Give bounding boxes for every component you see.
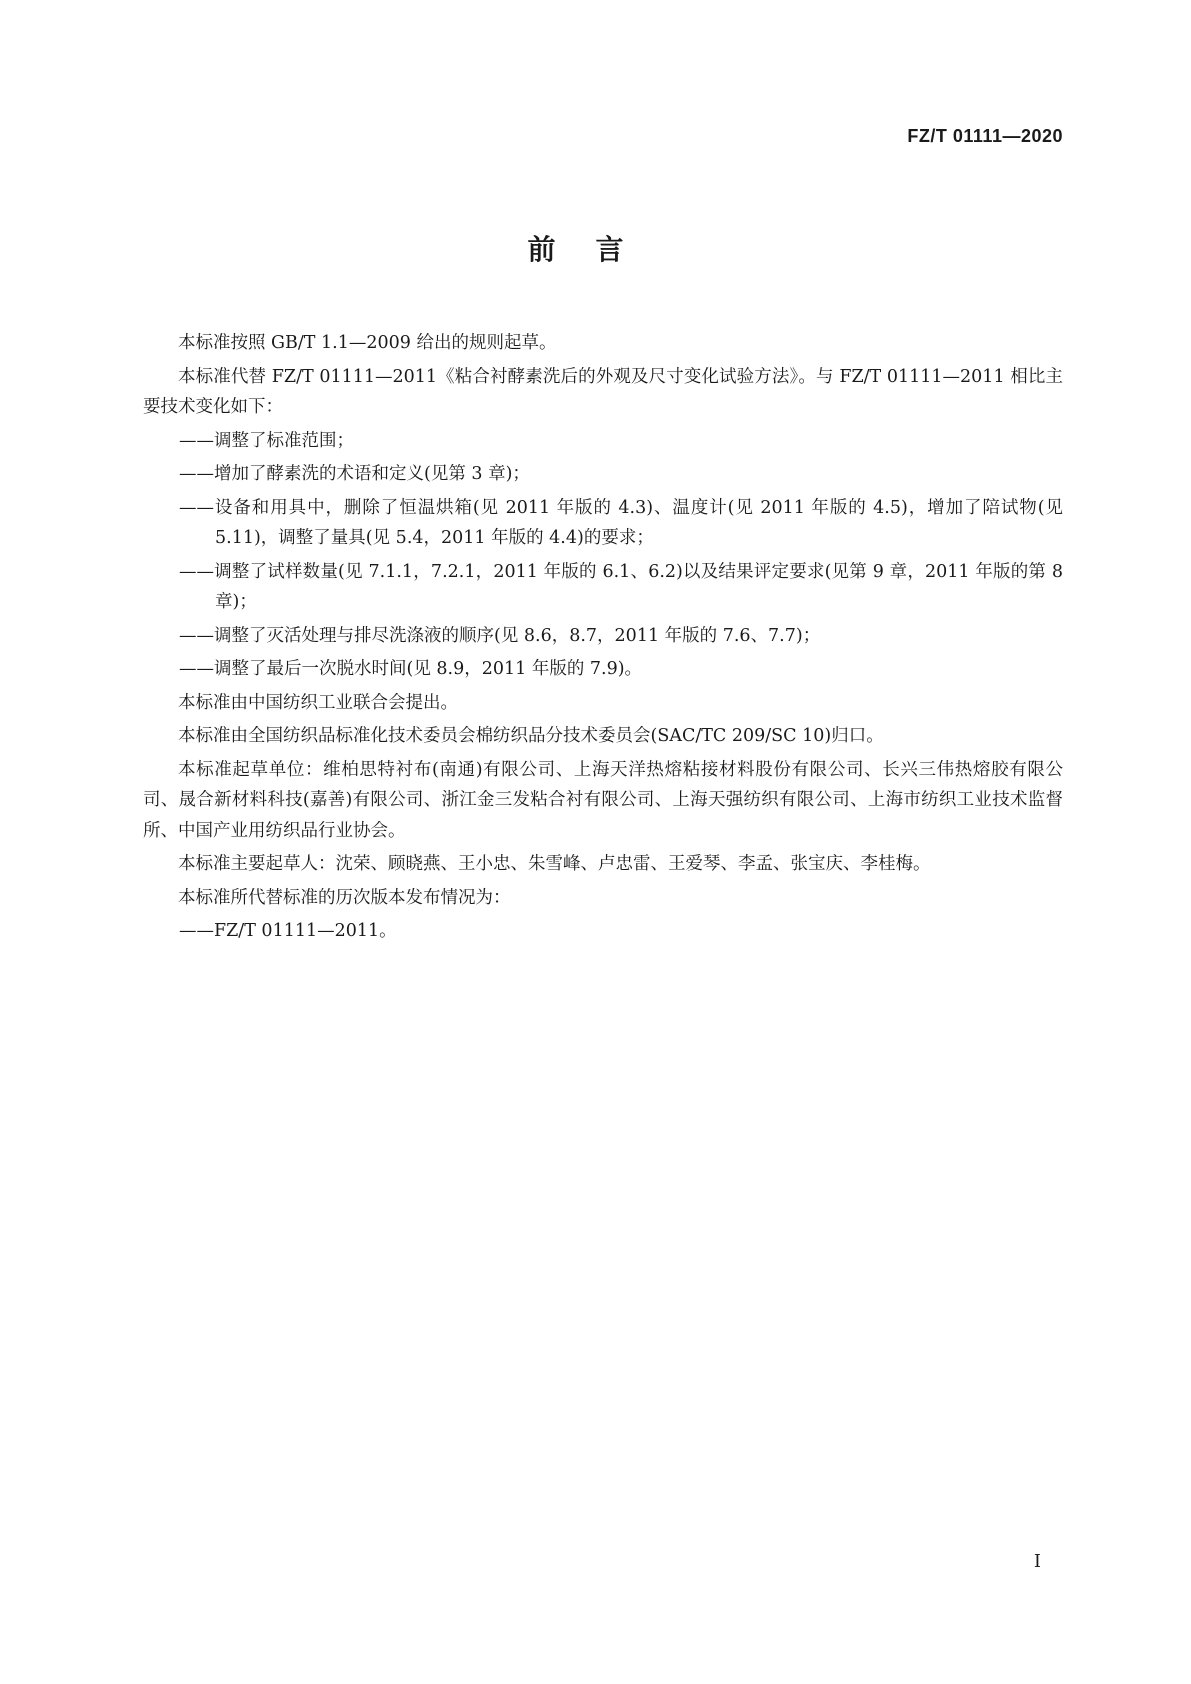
page-number: I (1033, 1551, 1041, 1572)
drafting-rules-paragraph: 本标准按照 GB/T 1.1—2009 给出的规则起草。 (178, 333, 557, 353)
change-item: ——设备和用具中，删除了恒温烘箱(见 2011 年版的 4.3)、温度计(见 2011 年版的 4.5)，增加了陪试物(见 5.11)，调整了量具(见 5.4，2011 年版的 4.4)的要求； (179, 497, 1063, 548)
history-intro-paragraph: 本标准所代替标准的历次版本发布情况为： (178, 887, 511, 908)
replacement-paragraph: 本标准代替 FZ/T 01111—2011《粘合衬酵素洗后的外观及尺寸变化试验方法》。与 FZ/T 01111—2011 相比主要技术变化如下： (143, 366, 1063, 417)
administration-paragraph: 本标准由全国纺织品标准化技术委员会棉纺织品分技术委员会(SAC/TC 209/SC 10)归口。 (178, 726, 884, 746)
change-item: ——调整了试样数量(见 7.1.1，7.2.1，2011 年版的 6.1、6.2)以及结果评定要求(见第 9 章，2011 年版的第 8 章)； (179, 561, 1063, 612)
page-title: 前言 (527, 233, 664, 266)
proposer-paragraph: 本标准由中国纺织工业联合会提出。 (178, 692, 458, 713)
history-item: ——FZ/T 01111—2011。 (179, 921, 397, 941)
drafting-units-paragraph: 本标准起草单位：维柏思特衬布(南通)有限公司、上海天洋热熔粘接材料股份有限公司、长兴三伟热熔胶有限公司、晟合新材料科技(嘉善)有限公司、浙江金三发粘合衬有限公司、上海天强纺织有限公司、上海市纺织工业技术监督所、中国产业用纺织品行业协会。 (143, 759, 1063, 841)
standard-code: FZ/T 01111—2020 (907, 126, 1063, 146)
document-body (143, 328, 1063, 950)
drafters-paragraph: 本标准主要起草人：沈荣、顾晓燕、王小忠、朱雪峰、卢忠雷、王爱琴、李孟、张宝庆、李桂梅。 (178, 854, 931, 874)
change-item: ——调整了灭活处理与排尽洗涤液的顺序(见 8.6，8.7，2011 年版的 7.6、7.7)； (179, 625, 821, 646)
change-item: ——增加了酵素洗的术语和定义(见第 3 章)； (179, 464, 530, 484)
change-item: ——调整了标准范围； (179, 430, 354, 451)
change-item: ——调整了最后一次脱水时间(见 8.9，2011 年版的 7.9)。 (179, 659, 643, 679)
